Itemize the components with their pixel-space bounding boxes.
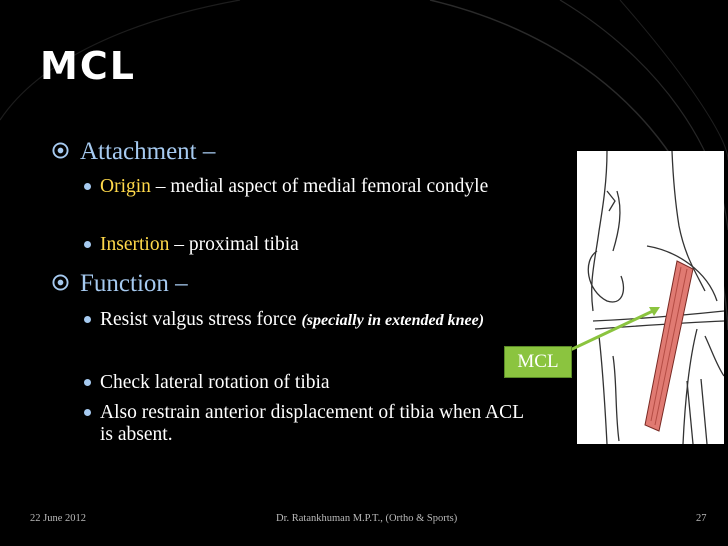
origin-text: – medial aspect of medial femoral condyle [150,176,489,197]
insertion-keyword: Insertion [100,234,170,255]
insertion-text: – proximal tibia [169,234,299,255]
footer-author: Dr. Ratankhuman M.P.T., (Ortho & Sports) [276,513,458,524]
lateral-rotation-text: Check lateral rotation of tibia [100,372,330,393]
valgus-note: (specially in extended knee) [301,312,485,329]
footer-date: 22 June 2012 [30,513,86,524]
mcl-label: MCL [504,346,572,378]
function-heading: Function – [80,270,188,297]
attachment-heading: Attachment – [80,138,216,165]
valgus-text: Resist valgus stress force [100,309,302,330]
slide-title: MCL [40,44,136,88]
origin-keyword: Origin [100,176,151,197]
anterior-displacement-text: Also restrain anterior displacement of tibia when ACL is absent. [100,402,524,445]
footer-page-number: 27 [696,513,707,524]
